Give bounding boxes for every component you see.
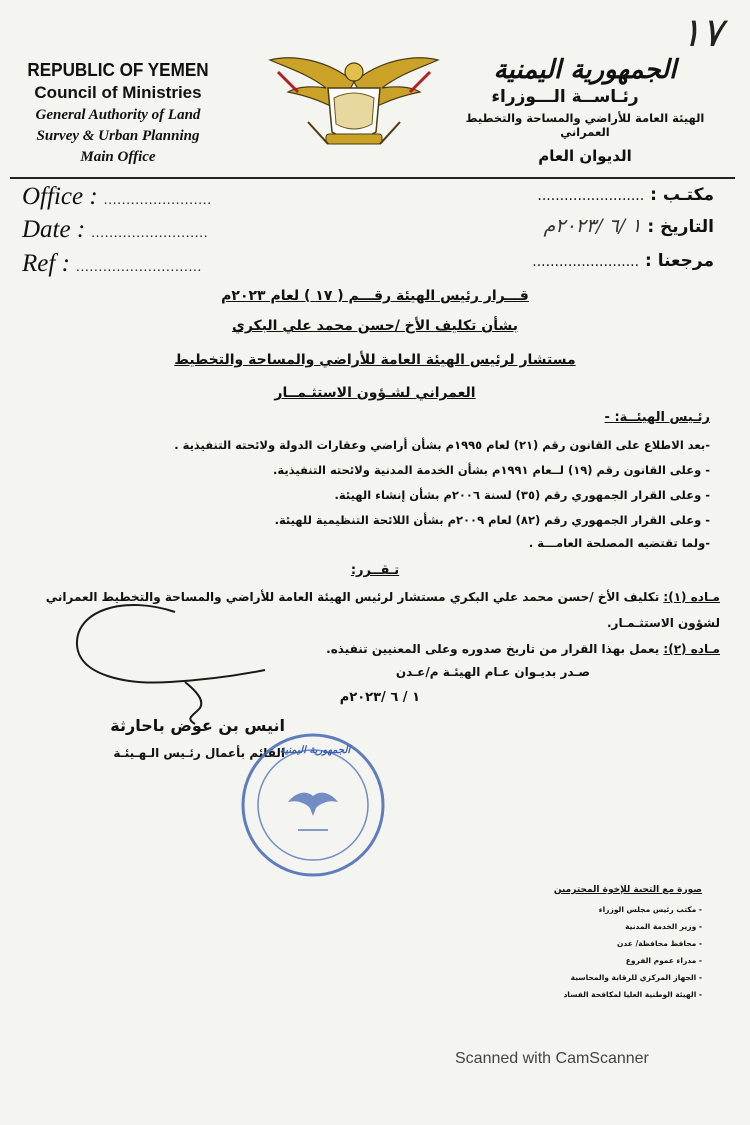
header-ar-presidency: رئـاســة الـــوزراء [491, 87, 639, 107]
header-council: Council of Ministries [34, 83, 202, 102]
cc-item: - مدراء عموم الفروع [492, 952, 702, 969]
preamble-heading: رئـيس الهيئــة: - [604, 410, 710, 425]
decision-subject-3: العمراني لشـؤون الاستثـمــار [274, 385, 476, 401]
cc-item: - محافظ محافظة/ عدن [492, 935, 702, 952]
signatory-title: القائم بأعمال رئـيس الـهـيئـة [113, 746, 285, 760]
camscanner-watermark: Scanned with CamScanner [455, 1050, 649, 1067]
article-2-label: مـاده (٢): [663, 642, 720, 656]
header-english [18, 60, 218, 166]
header-authority: General Authority of Land [35, 107, 201, 123]
cc-item: - الجهاز المركزي للرقابة والمحاسبة [492, 969, 702, 986]
header-survey: Survey & Urban Planning [36, 128, 200, 144]
header-arabic [450, 55, 720, 165]
handwritten-page-number: ١٧ [680, 10, 723, 56]
field-ar-office: مكتـب : ........................ [537, 185, 714, 205]
preamble-line: - وعلى القرار الجمهوري رقم (٨٢) لعام ٢٠٠٩م بشأن اللائحة التنظيمية للهيئة. [274, 513, 710, 527]
cc-item: - الهيئة الوطنية العليا لمكافحة الفساد [492, 986, 702, 1003]
field-ar-date: التاريخ : ١ /٦ /٢٠٢٣م [543, 215, 714, 237]
cc-item: - وزير الخدمة المدنية [492, 918, 702, 935]
field-ar-ref: مرجعنا : ........................ [532, 251, 714, 271]
preamble-line: -ولما تقتضيه المصلحة العامـــة . [528, 536, 710, 550]
eagle-emblem-icon [268, 52, 440, 152]
issued-date: ١ / ٦ /٢٠٢٣م [339, 690, 420, 705]
preamble-line: - وعلى القانون رقم (١٩) لــعام ١٩٩١م بشأن الخدمة المدنية ولائحته التنفيذية. [273, 463, 710, 477]
decision-title: قـــرار رئيس الهيئة رقـــم ( ١٧ ) لعام ٢٠٢٣م [221, 288, 529, 304]
issued-place: صـدر بديـوان عـام الهيئـة م/عـدن [395, 665, 590, 679]
decision-subject: بشأن تكليف الأخ /حسن محمد علي البكري [232, 318, 518, 334]
preamble-line: -بعد الاطلاع على القانون رقم (٢١) لعام ١٩٩٥م بشأن أراضي وعقارات الدولة ولائحته التنفيذية . [174, 438, 710, 452]
decides-heading: تـقــرر: [350, 563, 400, 578]
field-date: Date : .......................... [22, 216, 209, 243]
decision-subject-2: مستشار لرئيس الهيئة العامة للأراضي والمساحة والتخطيط [174, 352, 576, 368]
article-1-label: مـاده (١): [663, 590, 720, 604]
header-ar-republic: الجمهورية اليمنية [493, 55, 677, 85]
header-office: Main Office [80, 149, 156, 165]
article-1-text: تكليف الأخ /حسن محمد علي البكري مستشار لرئيس الهيئة العامة للأراضي والمساحة والتخطيط العمراني لشؤون الاستثـمـار. [45, 590, 720, 630]
field-office: Office : ........................ [22, 183, 212, 210]
article-2-text: يعمل بهذا القرار من تاريخ صدوره وعلى المعنيين تنفيذه. [326, 642, 664, 656]
field-ref: Ref : ............................ [22, 250, 203, 277]
header-ar-office: الديوان العام [538, 147, 632, 165]
signatory-name: انيس بن عوض باحارثة [110, 716, 285, 735]
cc-item: - مكتب رئيس مجلس الوزراء [492, 901, 702, 918]
header-country: REPUBLIC OF YEMEN [27, 60, 209, 80]
cc-list [492, 885, 702, 1003]
preamble-line: - وعلى القرار الجمهوري رقم (٣٥) لسنة ٢٠٠٦م بشأن إنشاء الهيئة. [334, 488, 710, 502]
stamp-text: الجمهورية اليمنية [279, 745, 351, 756]
header-ar-authority: الهيئة العامة للأراضي والمساحة والتخطيط العمراني [465, 111, 705, 139]
cc-heading: صورة مع التحية للإخوة المحترمين [553, 885, 702, 895]
header-divider [10, 177, 735, 179]
